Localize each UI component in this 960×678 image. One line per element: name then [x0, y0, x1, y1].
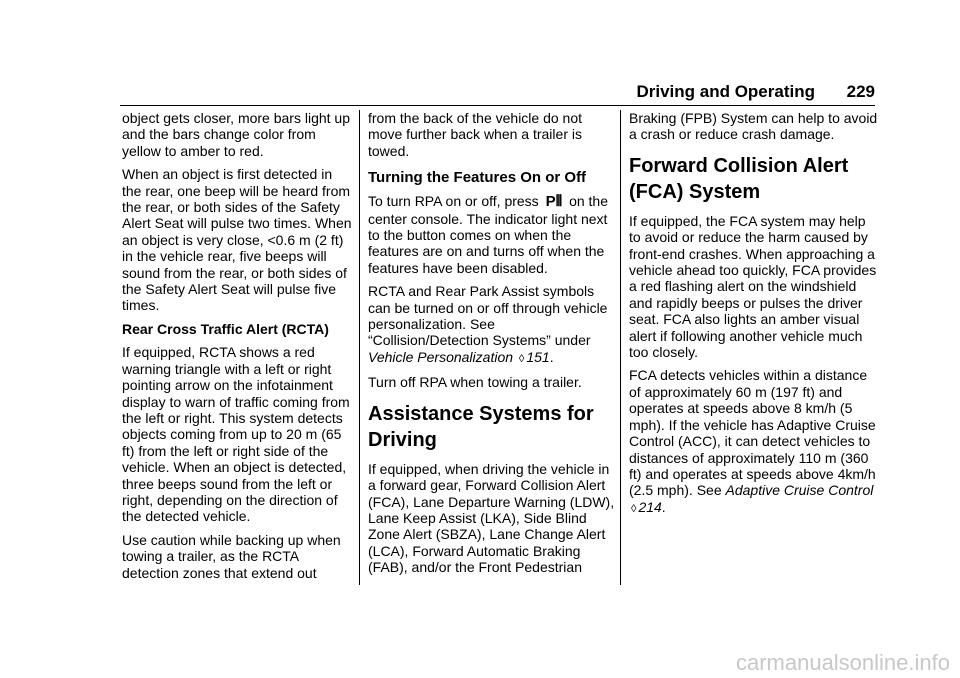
text: RCTA and Rear Park Assist symbols can be turned on or off through vehicle personalization. See “Collision/Detection Systems” under: [368, 283, 608, 349]
cross-reference-link[interactable]: Adaptive Cruise Control: [725, 482, 874, 499]
paragraph: from the back of the vehicle do not move further back when a trailer is towed.: [368, 110, 583, 159]
text: on the center console. The indicator light next to the button comes on when the features are on and turns off when the features have been disabled.: [368, 193, 609, 276]
heading-fca-system: Forward Collision Alert (FCA) System: [629, 154, 849, 203]
text: FCA detects vehicles within a distance of approximately 60 m (197 ft) and operates at speeds above 8 km/h (5 mph). If the vehicle has Adaptive Cruise Control (ACC), it can detect vehicles to distances of approximately 110 m (360 ft) and operates at speeds above 4km/h (2.5 mph). See: [629, 367, 876, 499]
paragraph: Use caution while backing up when towing a trailer, as the RCTA detection zones that extend out: [122, 531, 341, 581]
heading-assistance-systems: Assistance Systems for Driving: [368, 402, 594, 451]
page-reference-icon: ◊: [631, 502, 637, 515]
paragraph: If equipped, RCTA shows a red warning triangle with a left or right pointing arrow on the infotainment display to warn of traffic coming from the left or right. This system detects objects coming from up to 20 m (65 ft) from the left or right side of the vehicle. When an object is detected, three beeps sound from the left or right, depending on the direction of the detected vehicle.: [122, 344, 350, 525]
page-reference-icon: ◊: [518, 352, 525, 365]
column-1: [122, 110, 354, 588]
paragraph: Turn off RPA when towing a trailer.: [368, 374, 582, 391]
paragraph: object gets closer, more bars light up and the bars change color from yellow to amber to red.: [122, 110, 351, 159]
page-number: 229: [846, 82, 875, 101]
column-divider-1: [359, 110, 360, 585]
page-reference[interactable]: 214: [638, 498, 662, 515]
paragraph: Braking (FPB) System can help to avoid a crash or reduce crash damage.: [629, 110, 878, 143]
header-rule: [120, 105, 875, 106]
page-reference[interactable]: 151: [526, 348, 550, 365]
paragraph-rpa-button: [368, 193, 616, 276]
section-title: Driving and Operating: [636, 82, 815, 101]
column-3: [629, 110, 879, 524]
rear-park-assist-icon: P⦀: [545, 193, 563, 211]
watermark: carmanualsonline.info: [735, 650, 950, 675]
page-header: [120, 80, 875, 102]
cross-reference-link[interactable]: Vehicle Personalization: [368, 348, 514, 365]
column-divider-2: [620, 110, 621, 585]
paragraph-fca-ranges: FCA detects vehicles within a distance of approximately 60 m (197 ft) and operates at speeds above 8 km/h (5 mph). If the vehicle has Adaptive Cruise Control (ACC), it can detect vehicles to distances of approximately 110 m (360 ft) and operates at speeds above 4km/h (2.5 mph). See Adaptive Cruise Control ◊ 214.: [629, 367, 876, 515]
paragraph: If equipped, when driving the vehicle in a forward gear, Forward Collision Alert (FCA), Lane Departure Warning (LDW), Lane Keep Assist (LKA), Side Blind Zone Alert (SBZA), Lane Change Alert (LCA), Forward Automatic Braking (FAB), and/or the Front Pedestrian: [368, 460, 615, 576]
subheading-rcta: Rear Cross Traffic Alert (RCTA): [122, 320, 329, 337]
paragraph: When an object is first detected in the rear, one beep will be heard from the rear, or both sides of the Safety Alert Seat will pulse two times. When an object is very close, <0.6 m (2 ft) in the vehicle rear, five beeps will sound from the rear, or both sides of the Safety Alert Seat will pulse five times.: [122, 166, 352, 314]
paragraph: If equipped, the FCA system may help to avoid or reduce the harm caused by front-end crashes. When approaching a vehicle ahead too quickly, FCA provides a red flashing alert on the windshield and rapidly beeps or pulses the driver seat. FCA also lights an amber visual alert if following another vehicle much too closely.: [629, 212, 877, 361]
text: To turn RPA on or off, press: [368, 193, 539, 210]
paragraph-personalization: RCTA and Rear Park Assist symbols can be turned on or off through vehicle personalization. See “Collision/Detection Systems” under Vehicle Personalization ◊ 151.: [368, 283, 608, 365]
heading-turning-features: Turning the Features On or Off: [368, 169, 587, 187]
column-2: [368, 110, 616, 583]
